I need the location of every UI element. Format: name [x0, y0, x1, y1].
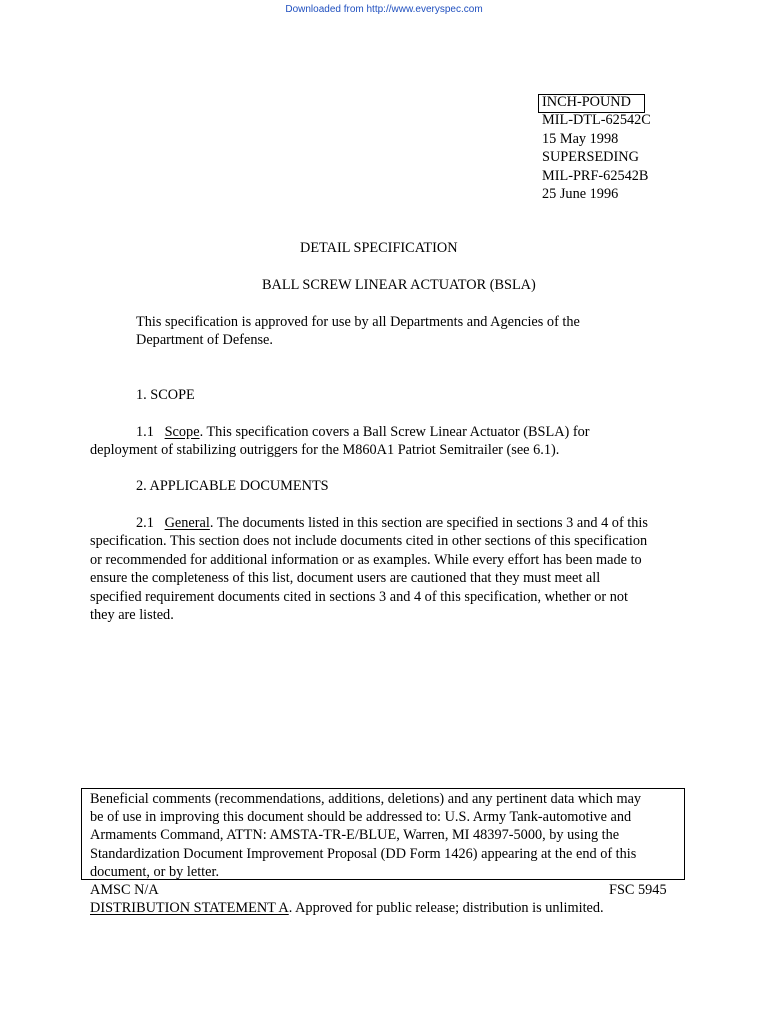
section-1-heading: 1. SCOPE: [136, 387, 195, 403]
comments-line-3: Armaments Command, ATTN: AMSTA-TR-E/BLUE, Warren, MI 48397-5000, by using the: [90, 827, 620, 843]
comments-line-2: be of use in improving this document should be addressed to: U.S. Army Tank-automotive and: [90, 809, 632, 825]
comments-line-5: document, or by letter.: [90, 864, 220, 880]
comments-line-4: Standardization Document Improvement Proposal (DD Form 1426) appearing at the end of this: [90, 846, 637, 862]
distribution-statement-label: DISTRIBUTION STATEMENT A: [90, 900, 289, 916]
approval-line-2: Department of Defense.: [136, 332, 273, 348]
download-source-banner[interactable]: Downloaded from http://www.everyspec.com: [285, 4, 483, 15]
section-2-heading: 2. APPLICABLE DOCUMENTS: [136, 478, 329, 494]
paragraph-2-1-line-3: or recommended for additional information or as examples. While every effort has been made to: [90, 552, 642, 568]
amsc-label: AMSC N/A: [90, 882, 159, 898]
previous-document-date: 25 June 1996: [542, 186, 619, 202]
paragraph-text: . The documents listed in this section are specified in sections 3 and 4 of this: [209, 515, 648, 531]
paragraph-term-scope: Scope: [164, 424, 200, 440]
approval-line-1: This specification is approved for use by all Departments and Agencies of the: [136, 314, 580, 330]
distribution-statement-text: . Approved for public release; distribution is unlimited.: [288, 900, 604, 916]
comments-line-1: Beneficial comments (recommendations, additions, deletions) and any pertinent data which may: [90, 791, 642, 807]
paragraph-1-1-line-2: deployment of stabilizing outriggers for the M860A1 Patriot Semitrailer (see 6.1).: [90, 442, 560, 458]
paragraph-number: 1.1: [136, 424, 154, 440]
paragraph-term-general: General: [164, 515, 210, 531]
paragraph-2-1-line-5: specified requirement documents cited in sections 3 and 4 of this specification, whether or not: [90, 589, 628, 605]
paragraph-1-1-line-1: [136, 423, 590, 442]
document-number: MIL-DTL-62542C: [542, 112, 651, 128]
paragraph-2-1-line-2: specification. This section does not include documents cited in other sections of this specification: [90, 533, 648, 549]
previous-document-number: MIL-PRF-62542B: [542, 168, 649, 184]
paragraph-number: 2.1: [136, 515, 154, 531]
paragraph-text: . This specification covers a Ball Screw Linear Actuator (BSLA) for: [199, 424, 590, 440]
paragraph-2-1-line-4: ensure the completeness of this list, document users are cautioned that they must meet all: [90, 570, 601, 586]
specification-title: BALL SCREW LINEAR ACTUATOR (BSLA): [262, 277, 536, 293]
distribution-statement: [90, 899, 604, 918]
inch-pound-label: INCH-POUND: [542, 94, 631, 110]
fsc-label: FSC 5945: [609, 882, 667, 898]
superseding-label: SUPERSEDING: [542, 149, 639, 165]
paragraph-2-1-line-6: they are listed.: [90, 607, 174, 623]
paragraph-2-1-line-1: [136, 514, 648, 533]
document-date: 15 May 1998: [542, 131, 619, 147]
specification-type-title: DETAIL SPECIFICATION: [300, 240, 458, 256]
